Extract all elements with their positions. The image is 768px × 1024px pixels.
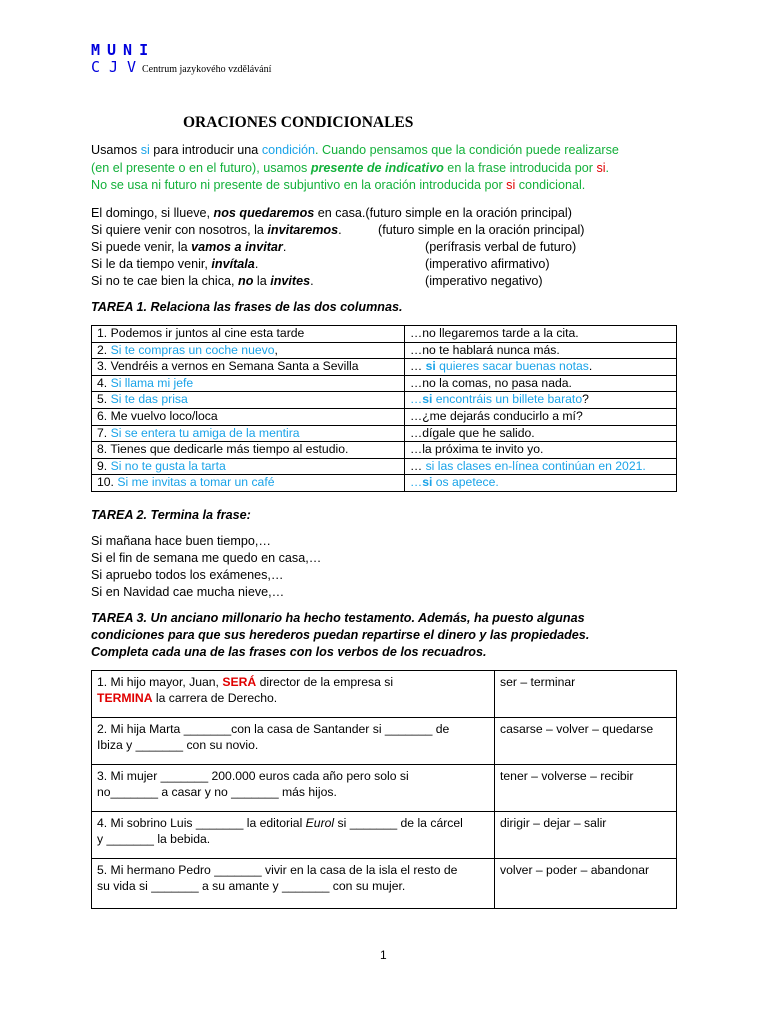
right-cell: …no la comas, no pasa nada. — [405, 375, 677, 392]
sentence-cell: 2. Mi hija Marta _______con la casa de Santander si _______ de Ibiza y _______ con su novio. — [92, 718, 495, 765]
table-row — [92, 342, 677, 359]
task1-table — [91, 325, 677, 492]
left-cell: 3. Vendréis a vernos en Semana Santa a Sevilla — [92, 359, 405, 376]
table-row — [92, 458, 677, 475]
table-row — [92, 408, 677, 425]
table-row — [92, 359, 677, 376]
verbs-cell: dirigir – dejar – salir — [495, 812, 677, 859]
right-cell: …si encontráis un billete barato? — [405, 392, 677, 409]
table-row — [92, 718, 677, 765]
sentence-cell: 1. Mi hijo mayor, Juan, SERÁ director de la empresa si TERMINA la carrera de Derecho. — [92, 671, 495, 718]
table-row — [92, 375, 677, 392]
verbs-cell: volver – poder – abandonar — [495, 859, 677, 909]
verbs-cell: casarse – volver – quedarse — [495, 718, 677, 765]
sentence-cell: 5. Mi hermano Pedro _______ vivir en la casa de la isla el resto de su vida si _______ a su amante y _______ con su mujer. — [92, 859, 495, 909]
example-5: Si no te cae bien la chica, no la invites. — [91, 274, 314, 288]
left-cell: 10. Si me invitas a tomar un café — [92, 475, 405, 492]
right-cell: … si quieres sacar buenas notas. — [405, 359, 677, 376]
sentence-cell: 4. Mi sobrino Luis _______ la editorial Eurol si _______ de la cárcel y _______ la bebida. — [92, 812, 495, 859]
right-cell: …¿me dejarás conducirlo a mí? — [405, 408, 677, 425]
table-row — [92, 425, 677, 442]
right-cell: …si os apetece. — [405, 475, 677, 492]
task2-heading: TAREA 2. Termina la frase: — [91, 508, 251, 522]
verbs-cell: ser – terminar — [495, 671, 677, 718]
right-cell: …no llegaremos tarde a la cita. — [405, 326, 677, 343]
example-3: Si puede venir, la vamos a invitar. — [91, 240, 287, 254]
intro-line-2: (en el presente o en el futuro), usamos presente de indicativo en la frase introducida por si. — [91, 161, 610, 175]
intro-line-3: No se usa ni futuro ni presente de subjuntivo en la oración introducida por si condicional. — [91, 178, 586, 192]
table-row — [92, 671, 677, 718]
left-cell: 1. Podemos ir juntos al cine esta tarde — [92, 326, 405, 343]
right-cell: …no te hablará nunca más. — [405, 342, 677, 359]
table-row — [92, 859, 677, 909]
table-row — [92, 392, 677, 409]
task2-line: Si el fin de semana me quedo en casa,… — [91, 551, 322, 565]
page-number: 1 — [380, 948, 387, 962]
example-2: Si quiere venir con nosotros, la invitaremos. — [91, 223, 342, 237]
example-2-note: (futuro simple en la oración principal) — [378, 223, 585, 237]
right-cell: …dígale que he salido. — [405, 425, 677, 442]
sentence-cell: 3. Mi mujer _______ 200.000 euros cada año pero solo si no_______ a casar y no _______ más hijos. — [92, 765, 495, 812]
left-cell: 5. Si te das prisa — [92, 392, 405, 409]
table-row — [92, 442, 677, 459]
left-cell: 8. Tienes que dedicarle más tiempo al estudio. — [92, 442, 405, 459]
table-row — [92, 475, 677, 492]
page-title: ORACIONES CONDICIONALES — [183, 114, 414, 131]
intro-line-1: Usamos si para introducir una condición. Cuando pensamos que la condición puede realizarse — [91, 143, 619, 157]
example-5-note: (imperativo negativo) — [425, 274, 543, 288]
example-1: El domingo, si llueve, nos quedaremos en casa.(futuro simple en la oración principal) — [91, 206, 572, 220]
verbs-cell: tener – volverse – recibir — [495, 765, 677, 812]
task1-heading: TAREA 1. Relaciona las frases de las dos columnas. — [91, 300, 403, 314]
right-cell: … si las clases en-línea continúan en 2021. — [405, 458, 677, 475]
logo-line-2: CJV — [91, 58, 146, 76]
table-row — [92, 812, 677, 859]
task2-line: Si en Navidad cae mucha nieve,… — [91, 585, 285, 599]
example-3-note: (perífrasis verbal de futuro) — [425, 240, 577, 254]
left-cell: 6. Me vuelvo loco/loca — [92, 408, 405, 425]
task3-heading-line-2: condiciones para que sus herederos puedan repartirse el dinero y las propiedades. — [91, 628, 590, 642]
task3-table — [91, 670, 677, 909]
table-row — [92, 765, 677, 812]
example-4: Si le da tiempo venir, invítala. — [91, 257, 259, 271]
table-row — [92, 326, 677, 343]
example-4-note: (imperativo afirmativo) — [425, 257, 550, 271]
right-cell: …la próxima te invito yo. — [405, 442, 677, 459]
logo-line-1: MUNI — [91, 41, 156, 59]
task2-line: Si apruebo todos los exámenes,… — [91, 568, 284, 582]
institution-name: Centrum jazykového vzdělávání — [142, 64, 272, 75]
left-cell: 2. Si te compras un coche nuevo, — [92, 342, 405, 359]
left-cell: 7. Si se entera tu amiga de la mentira — [92, 425, 405, 442]
task3-heading-line-3: Completa cada una de las frases con los verbos de los recuadros. — [91, 645, 487, 659]
task2-line: Si mañana hace buen tiempo,… — [91, 534, 271, 548]
task3-heading-line-1: TAREA 3. Un anciano millonario ha hecho testamento. Además, ha puesto algunas — [91, 611, 585, 625]
left-cell: 9. Si no te gusta la tarta — [92, 458, 405, 475]
left-cell: 4. Si llama mi jefe — [92, 375, 405, 392]
